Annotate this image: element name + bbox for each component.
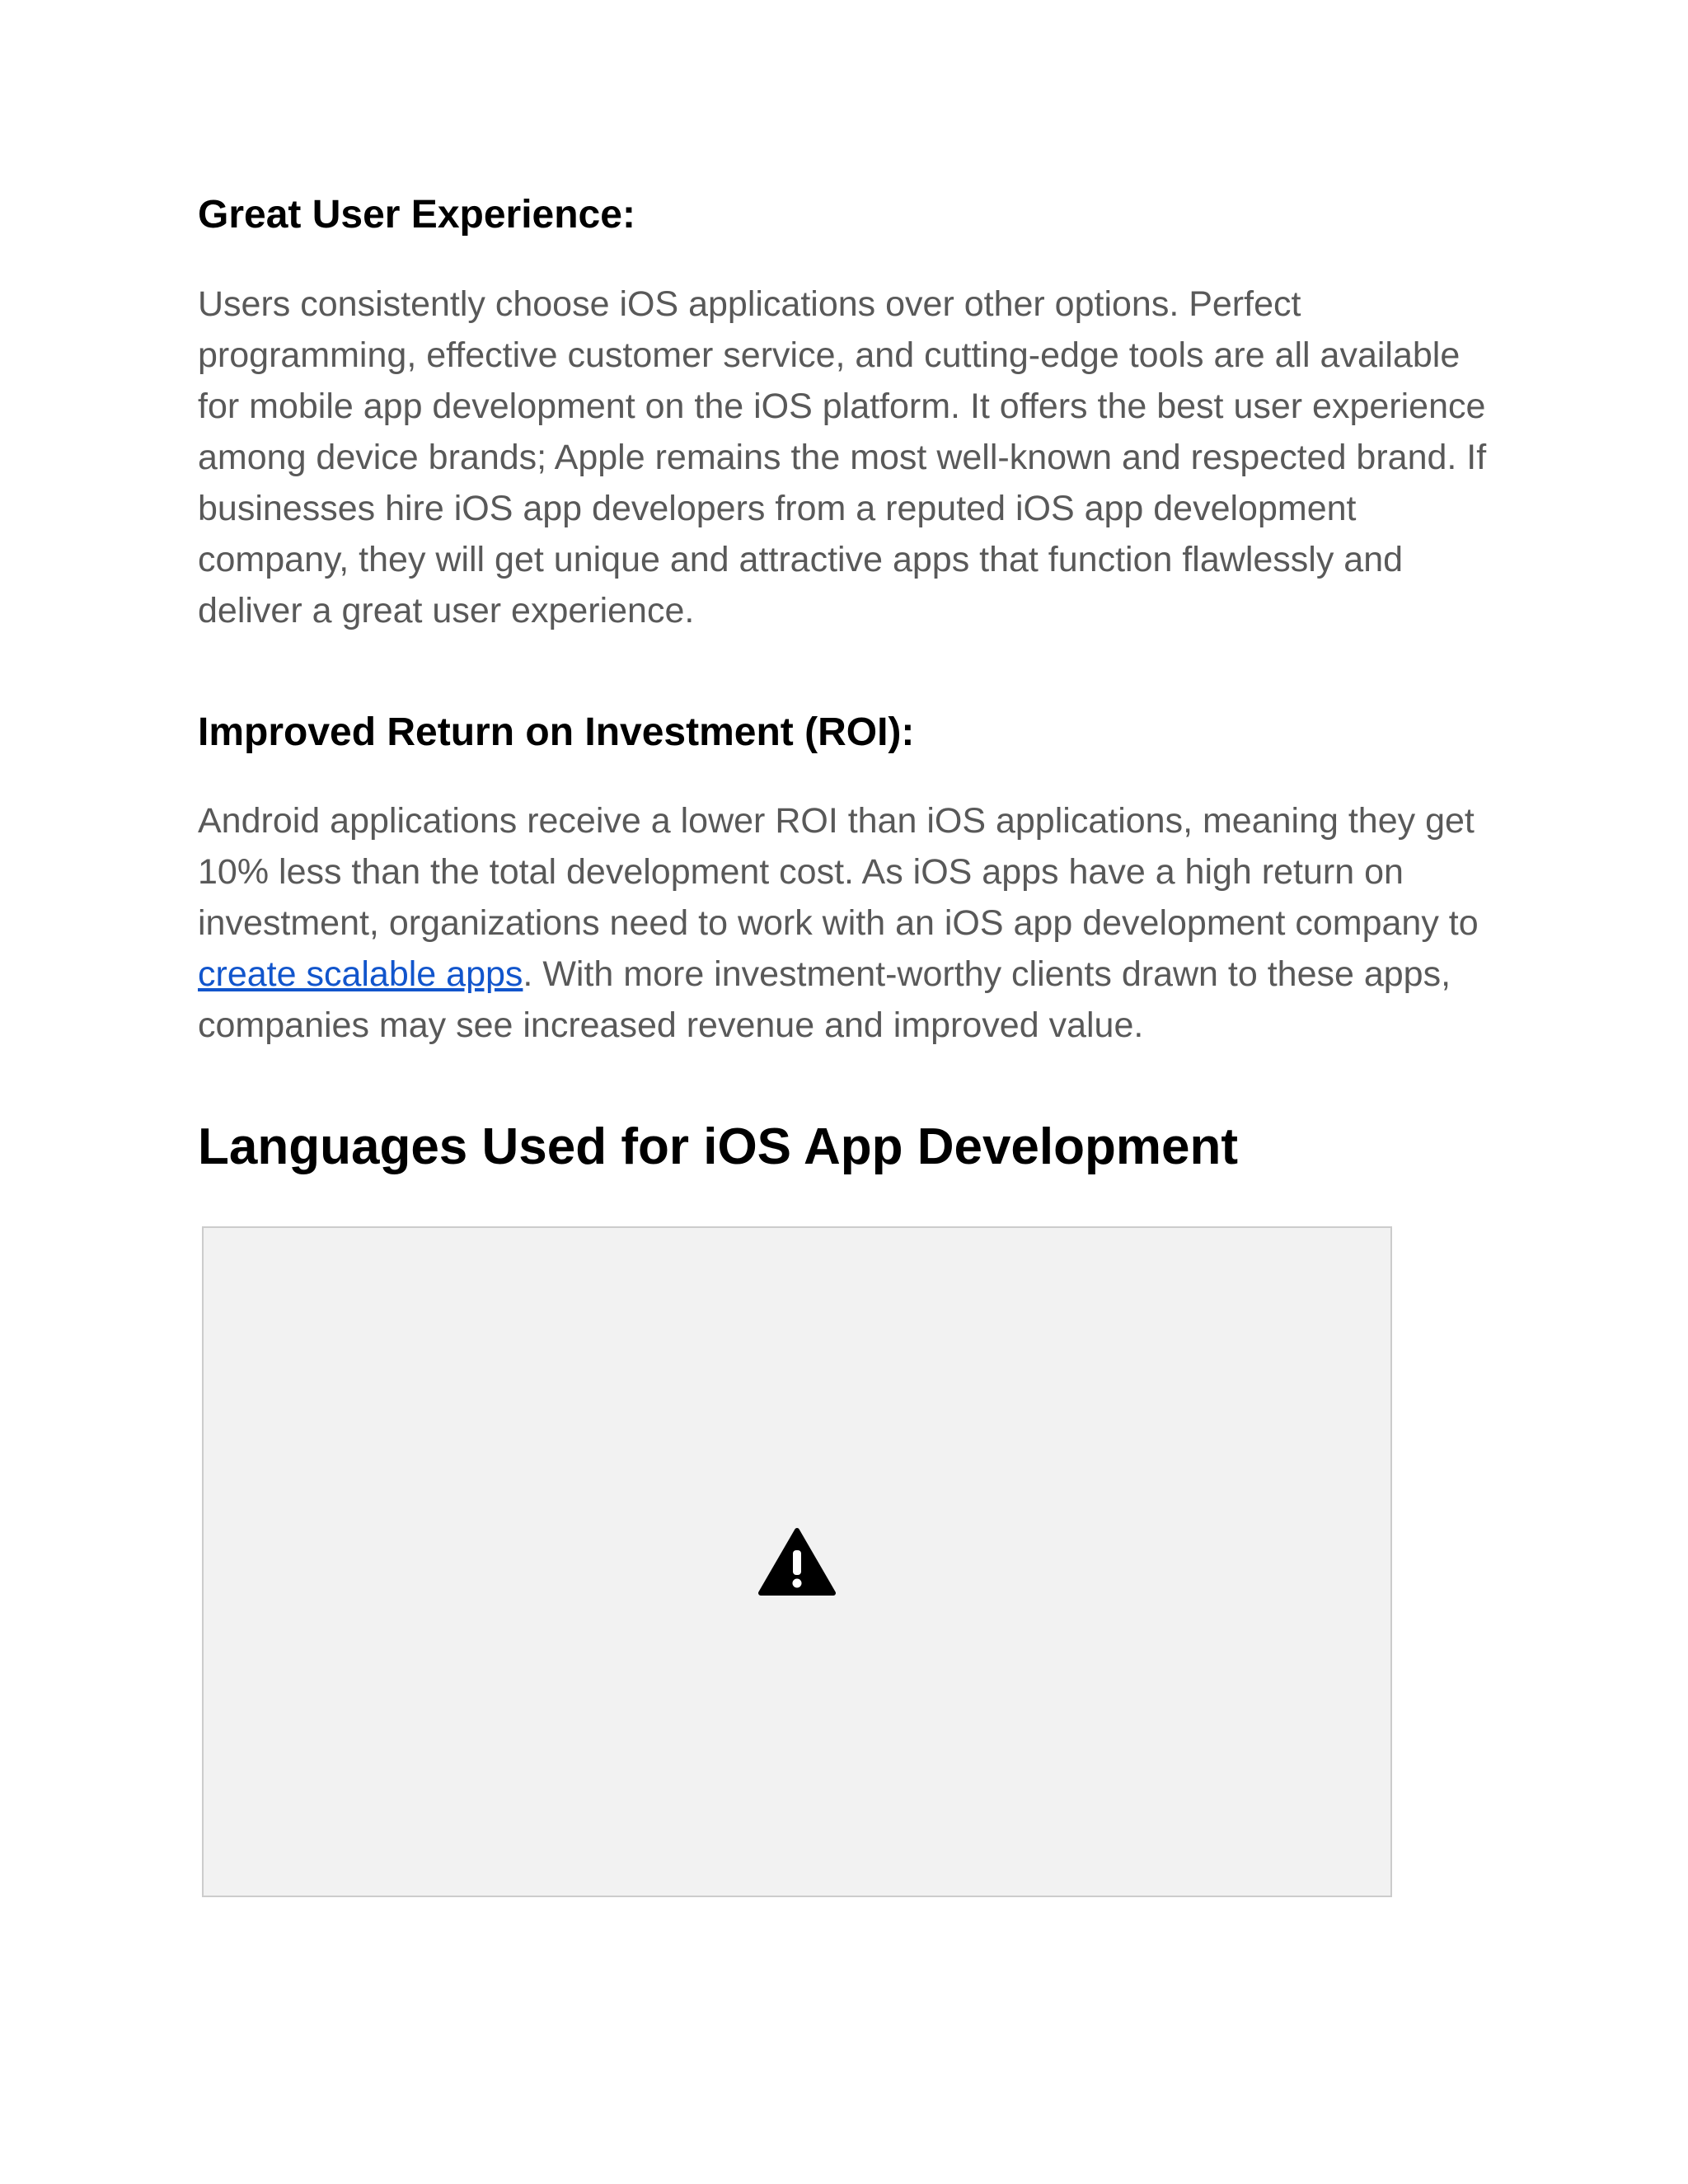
create-scalable-apps-link[interactable]: create scalable apps	[198, 954, 523, 995]
heading-improved-roi: Improved Return on Investment (ROI):	[198, 710, 915, 754]
roi-text-after-link: . With more investment-worthy clients drawn to these apps, companies may see increased revenue and improved value.	[198, 954, 1451, 1046]
heading-great-user-experience: Great User Experience:	[198, 193, 635, 237]
paragraph-great-user-experience: Users consistently choose iOS applications over other options. Perfect programming, effective customer service, and cutting-edge tools are all available for mobile app development on the iOS platform. It offers the best user experience among device brands; Apple remains the most well-known and respected brand. If businesses hire iOS app developers from a reputed iOS app development company, they will get unique and attractive apps that function flawlessly and deliver a great user experience.	[198, 284, 1487, 630]
broken-image-placeholder	[202, 1226, 1392, 1897]
warning-icon	[757, 1527, 837, 1596]
heading-languages-used: Languages Used for iOS App Development	[198, 1118, 1239, 1176]
paragraph-improved-roi	[198, 795, 1500, 1051]
roi-text-before-link: Android applications receive a lower ROI than iOS applications, meaning they get 10% less than the total development cost. As iOS apps have a high return on investment, organizations need to work with an iOS app development company to	[198, 801, 1479, 944]
document-page	[198, 191, 1500, 1897]
